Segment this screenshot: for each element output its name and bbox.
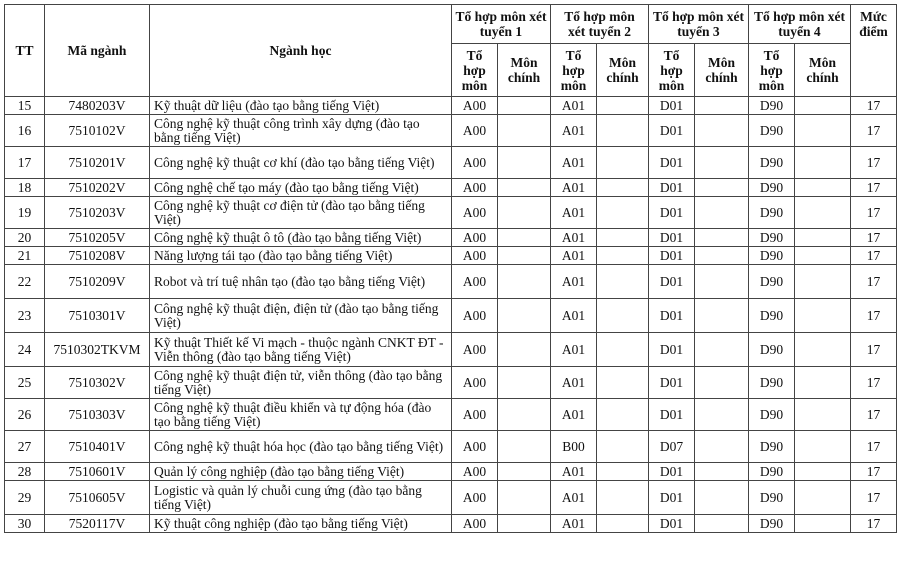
cell-tohop-1: A00 [452, 115, 498, 147]
cell-ma-nganh: 7510301V [45, 299, 150, 333]
cell-tt: 24 [5, 333, 45, 367]
cell-tohop-3: D01 [649, 265, 695, 299]
cell-tohop-4: D90 [749, 179, 795, 197]
cell-muc-diem: 17 [851, 481, 897, 515]
cell-tohop-4: D90 [749, 97, 795, 115]
cell-mon-chinh-3 [695, 399, 749, 431]
cell-tohop-2: A01 [551, 179, 597, 197]
cell-mon-chinh-1 [498, 115, 551, 147]
cell-mon-chinh-1 [498, 515, 551, 533]
cell-ma-nganh: 7510303V [45, 399, 150, 431]
cell-tohop-4: D90 [749, 247, 795, 265]
cell-muc-diem: 17 [851, 197, 897, 229]
subheader-mon-chinh-2: Môn chính [597, 44, 649, 97]
cell-muc-diem: 17 [851, 431, 897, 463]
cell-tohop-3: D01 [649, 229, 695, 247]
cell-mon-chinh-1 [498, 265, 551, 299]
table-row [5, 481, 897, 515]
table-body [5, 97, 897, 533]
cell-ma-nganh: 7510302TKVM [45, 333, 150, 367]
cell-mon-chinh-3 [695, 197, 749, 229]
cell-mon-chinh-4 [795, 229, 851, 247]
cell-mon-chinh-4 [795, 179, 851, 197]
cell-ma-nganh: 7510302V [45, 367, 150, 399]
cell-mon-chinh-1 [498, 247, 551, 265]
cell-tohop-2: A01 [551, 115, 597, 147]
cell-nganh-hoc: Công nghệ kỹ thuật công trình xây dựng (đào tạo bằng tiếng Việt) [150, 115, 452, 147]
cell-tt: 20 [5, 229, 45, 247]
cell-muc-diem: 17 [851, 179, 897, 197]
header-tohop-1: Tổ hợp môn xét tuyển 1 [452, 5, 551, 44]
cell-tohop-1: A00 [452, 247, 498, 265]
cell-tohop-1: A00 [452, 147, 498, 179]
cell-nganh-hoc: Công nghệ kỹ thuật cơ khí (đào tạo bằng tiếng Việt) [150, 147, 452, 179]
cell-mon-chinh-2 [597, 265, 649, 299]
cell-mon-chinh-2 [597, 515, 649, 533]
cell-mon-chinh-2 [597, 481, 649, 515]
table-row [5, 115, 897, 147]
cell-tohop-3: D01 [649, 179, 695, 197]
cell-tohop-3: D01 [649, 299, 695, 333]
cell-muc-diem: 17 [851, 399, 897, 431]
cell-muc-diem: 17 [851, 299, 897, 333]
cell-tohop-2: A01 [551, 333, 597, 367]
cell-mon-chinh-3 [695, 179, 749, 197]
cell-tohop-3: D01 [649, 115, 695, 147]
cell-tohop-4: D90 [749, 481, 795, 515]
cell-mon-chinh-4 [795, 197, 851, 229]
cell-tohop-2: A01 [551, 367, 597, 399]
table-row [5, 265, 897, 299]
cell-mon-chinh-3 [695, 515, 749, 533]
cell-mon-chinh-4 [795, 299, 851, 333]
cell-muc-diem: 17 [851, 333, 897, 367]
header-tohop-4: Tổ hợp môn xét tuyển 4 [749, 5, 851, 44]
cell-mon-chinh-2 [597, 431, 649, 463]
cell-mon-chinh-1 [498, 197, 551, 229]
cell-tohop-1: A00 [452, 463, 498, 481]
cell-nganh-hoc: Công nghệ kỹ thuật điều khiển và tự động hóa (đào tạo bằng tiếng Việt) [150, 399, 452, 431]
cell-tohop-4: D90 [749, 265, 795, 299]
cell-tohop-3: D01 [649, 247, 695, 265]
cell-nganh-hoc: Công nghệ kỹ thuật ô tô (đào tạo bằng tiếng Việt) [150, 229, 452, 247]
table-row [5, 179, 897, 197]
cell-mon-chinh-3 [695, 299, 749, 333]
table-row [5, 515, 897, 533]
header-nganh-hoc: Ngành học [150, 5, 452, 97]
cell-tohop-3: D01 [649, 147, 695, 179]
cell-mon-chinh-1 [498, 463, 551, 481]
cell-tohop-2: B00 [551, 431, 597, 463]
table-row [5, 399, 897, 431]
cell-mon-chinh-3 [695, 265, 749, 299]
cell-tohop-2: A01 [551, 229, 597, 247]
cell-muc-diem: 17 [851, 97, 897, 115]
cell-mon-chinh-3 [695, 481, 749, 515]
cell-tohop-1: A00 [452, 333, 498, 367]
cell-mon-chinh-1 [498, 299, 551, 333]
cell-tohop-4: D90 [749, 463, 795, 481]
cell-tohop-2: A01 [551, 147, 597, 179]
cell-mon-chinh-4 [795, 399, 851, 431]
cell-tt: 15 [5, 97, 45, 115]
cell-mon-chinh-2 [597, 147, 649, 179]
cell-tohop-4: D90 [749, 115, 795, 147]
cell-tohop-4: D90 [749, 399, 795, 431]
cell-tohop-4: D90 [749, 229, 795, 247]
cell-tohop-2: A01 [551, 515, 597, 533]
cell-tohop-4: D90 [749, 431, 795, 463]
cell-mon-chinh-2 [597, 299, 649, 333]
table-row [5, 147, 897, 179]
cell-tt: 19 [5, 197, 45, 229]
cell-tohop-3: D01 [649, 481, 695, 515]
cell-mon-chinh-4 [795, 97, 851, 115]
cell-muc-diem: 17 [851, 229, 897, 247]
cell-nganh-hoc: Công nghệ kỹ thuật điện tử, viễn thông (đào tạo bằng tiếng Việt) [150, 367, 452, 399]
cell-tohop-1: A00 [452, 431, 498, 463]
cell-mon-chinh-4 [795, 431, 851, 463]
cell-tohop-1: A00 [452, 179, 498, 197]
cell-mon-chinh-2 [597, 115, 649, 147]
cell-nganh-hoc: Robot và trí tuệ nhân tạo (đào tạo bằng tiếng Việt) [150, 265, 452, 299]
cell-tt: 28 [5, 463, 45, 481]
cell-tohop-2: A01 [551, 97, 597, 115]
cell-mon-chinh-1 [498, 179, 551, 197]
cell-nganh-hoc: Kỹ thuật dữ liệu (đào tạo bằng tiếng Việt) [150, 97, 452, 115]
cell-mon-chinh-2 [597, 333, 649, 367]
subheader-to-hop-mon-1: Tổ hợp môn [452, 44, 498, 97]
cell-tohop-1: A00 [452, 197, 498, 229]
cell-mon-chinh-4 [795, 481, 851, 515]
cell-tt: 30 [5, 515, 45, 533]
subheader-mon-chinh-3: Môn chính [695, 44, 749, 97]
cell-mon-chinh-3 [695, 333, 749, 367]
cell-mon-chinh-1 [498, 481, 551, 515]
table-row [5, 431, 897, 463]
cell-tohop-4: D90 [749, 299, 795, 333]
cell-muc-diem: 17 [851, 247, 897, 265]
subheader-to-hop-mon-2: Tổ hợp môn [551, 44, 597, 97]
cell-mon-chinh-2 [597, 247, 649, 265]
cell-tt: 23 [5, 299, 45, 333]
cell-ma-nganh: 7510202V [45, 179, 150, 197]
cell-nganh-hoc: Kỹ thuật công nghiệp (đào tạo bằng tiếng Việt) [150, 515, 452, 533]
cell-tohop-4: D90 [749, 333, 795, 367]
cell-mon-chinh-2 [597, 229, 649, 247]
cell-tohop-4: D90 [749, 515, 795, 533]
cell-tohop-3: D01 [649, 515, 695, 533]
cell-mon-chinh-3 [695, 367, 749, 399]
cell-tohop-3: D01 [649, 367, 695, 399]
header-tohop-3: Tổ hợp môn xét tuyển 3 [649, 5, 749, 44]
cell-mon-chinh-3 [695, 115, 749, 147]
cell-muc-diem: 17 [851, 367, 897, 399]
cell-tohop-1: A00 [452, 299, 498, 333]
cell-mon-chinh-1 [498, 333, 551, 367]
cell-tohop-3: D07 [649, 431, 695, 463]
cell-ma-nganh: 7510102V [45, 115, 150, 147]
cell-muc-diem: 17 [851, 115, 897, 147]
cell-tohop-1: A00 [452, 367, 498, 399]
cell-mon-chinh-2 [597, 367, 649, 399]
cell-tohop-4: D90 [749, 367, 795, 399]
table-row [5, 229, 897, 247]
cell-tohop-1: A00 [452, 265, 498, 299]
table-row [5, 299, 897, 333]
cell-tohop-3: D01 [649, 197, 695, 229]
cell-muc-diem: 17 [851, 265, 897, 299]
header-muc-diem: Mức điểm [851, 5, 897, 97]
cell-mon-chinh-2 [597, 197, 649, 229]
admission-score-table [4, 4, 897, 533]
cell-ma-nganh: 7520117V [45, 515, 150, 533]
cell-mon-chinh-3 [695, 229, 749, 247]
cell-nganh-hoc: Công nghệ chế tạo máy (đào tạo bằng tiếng Việt) [150, 179, 452, 197]
cell-ma-nganh: 7510201V [45, 147, 150, 179]
header-tt: TT [5, 5, 45, 97]
cell-tt: 27 [5, 431, 45, 463]
cell-nganh-hoc: Logistic và quản lý chuỗi cung ứng (đào tạo bằng tiếng Việt) [150, 481, 452, 515]
cell-mon-chinh-1 [498, 399, 551, 431]
cell-nganh-hoc: Công nghệ kỹ thuật cơ điện tử (đào tạo bằng tiếng Việt) [150, 197, 452, 229]
cell-mon-chinh-4 [795, 463, 851, 481]
subheader-mon-chinh-1: Môn chính [498, 44, 551, 97]
cell-mon-chinh-4 [795, 147, 851, 179]
cell-mon-chinh-1 [498, 431, 551, 463]
cell-tt: 17 [5, 147, 45, 179]
cell-mon-chinh-3 [695, 147, 749, 179]
table-header [5, 5, 897, 97]
header-ma-nganh: Mã ngành [45, 5, 150, 97]
table-row [5, 197, 897, 229]
cell-tohop-3: D01 [649, 399, 695, 431]
cell-tohop-1: A00 [452, 515, 498, 533]
cell-mon-chinh-3 [695, 97, 749, 115]
cell-tt: 26 [5, 399, 45, 431]
cell-tohop-1: A00 [452, 399, 498, 431]
subheader-mon-chinh-4: Môn chính [795, 44, 851, 97]
table-row [5, 97, 897, 115]
cell-mon-chinh-3 [695, 247, 749, 265]
cell-muc-diem: 17 [851, 463, 897, 481]
cell-tohop-1: A00 [452, 97, 498, 115]
cell-tt: 22 [5, 265, 45, 299]
cell-tt: 29 [5, 481, 45, 515]
cell-tt: 18 [5, 179, 45, 197]
cell-mon-chinh-3 [695, 431, 749, 463]
cell-ma-nganh: 7510208V [45, 247, 150, 265]
cell-tt: 21 [5, 247, 45, 265]
cell-ma-nganh: 7510209V [45, 265, 150, 299]
cell-mon-chinh-2 [597, 97, 649, 115]
cell-tohop-2: A01 [551, 463, 597, 481]
cell-tohop-2: A01 [551, 299, 597, 333]
table-row [5, 333, 897, 367]
cell-mon-chinh-4 [795, 367, 851, 399]
table-row [5, 367, 897, 399]
cell-mon-chinh-2 [597, 179, 649, 197]
cell-nganh-hoc: Quản lý công nghiệp (đào tạo bằng tiếng Việt) [150, 463, 452, 481]
cell-tohop-4: D90 [749, 147, 795, 179]
cell-tohop-1: A00 [452, 481, 498, 515]
cell-mon-chinh-4 [795, 333, 851, 367]
cell-mon-chinh-1 [498, 229, 551, 247]
cell-ma-nganh: 7510205V [45, 229, 150, 247]
cell-ma-nganh: 7510605V [45, 481, 150, 515]
cell-tohop-1: A00 [452, 229, 498, 247]
subheader-to-hop-mon-3: Tổ hợp môn [649, 44, 695, 97]
cell-nganh-hoc: Năng lượng tái tạo (đào tạo bằng tiếng Việt) [150, 247, 452, 265]
cell-tohop-3: D01 [649, 463, 695, 481]
cell-muc-diem: 17 [851, 147, 897, 179]
cell-ma-nganh: 7480203V [45, 97, 150, 115]
cell-mon-chinh-2 [597, 399, 649, 431]
cell-nganh-hoc: Kỹ thuật Thiết kế Vi mạch - thuộc ngành CNKT ĐT - Viễn thông (đào tạo bằng tiếng Việt) [150, 333, 452, 367]
cell-mon-chinh-2 [597, 463, 649, 481]
cell-tohop-2: A01 [551, 197, 597, 229]
cell-tt: 25 [5, 367, 45, 399]
table-row [5, 247, 897, 265]
cell-tt: 16 [5, 115, 45, 147]
cell-mon-chinh-4 [795, 115, 851, 147]
cell-ma-nganh: 7510601V [45, 463, 150, 481]
cell-tohop-2: A01 [551, 481, 597, 515]
cell-ma-nganh: 7510401V [45, 431, 150, 463]
cell-tohop-4: D90 [749, 197, 795, 229]
cell-mon-chinh-4 [795, 247, 851, 265]
cell-tohop-2: A01 [551, 399, 597, 431]
cell-mon-chinh-1 [498, 367, 551, 399]
cell-mon-chinh-1 [498, 97, 551, 115]
cell-mon-chinh-3 [695, 463, 749, 481]
header-tohop-2: Tổ hợp môn xét tuyển 2 [551, 5, 649, 44]
cell-tohop-2: A01 [551, 265, 597, 299]
cell-tohop-3: D01 [649, 97, 695, 115]
cell-tohop-2: A01 [551, 247, 597, 265]
cell-mon-chinh-4 [795, 265, 851, 299]
cell-mon-chinh-4 [795, 515, 851, 533]
cell-nganh-hoc: Công nghệ kỹ thuật hóa học (đào tạo bằng tiếng Việt) [150, 431, 452, 463]
cell-nganh-hoc: Công nghệ kỹ thuật điện, điện tử (đào tạo bằng tiếng Việt) [150, 299, 452, 333]
cell-ma-nganh: 7510203V [45, 197, 150, 229]
cell-mon-chinh-1 [498, 147, 551, 179]
table-row [5, 463, 897, 481]
subheader-to-hop-mon-4: Tổ hợp môn [749, 44, 795, 97]
cell-muc-diem: 17 [851, 515, 897, 533]
cell-tohop-3: D01 [649, 333, 695, 367]
